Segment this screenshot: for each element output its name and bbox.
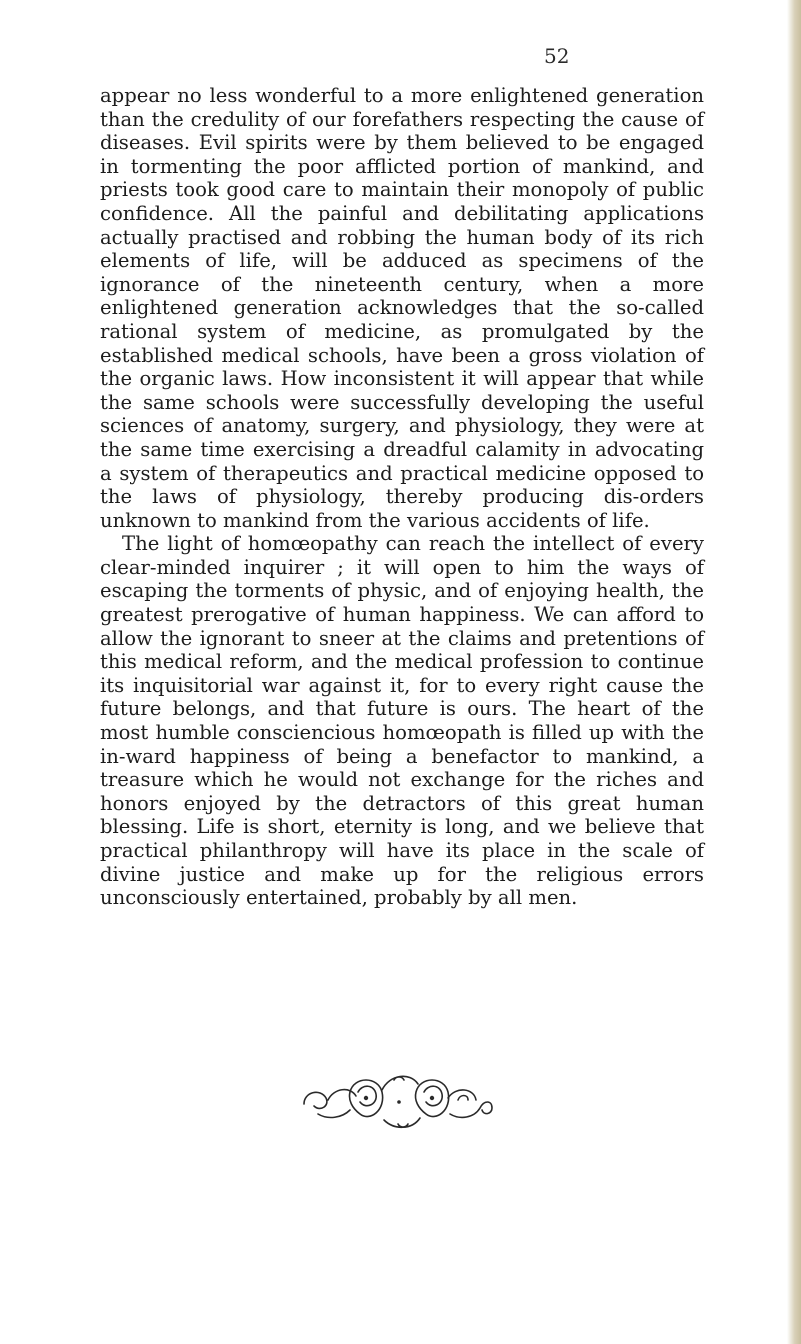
body-text bbox=[100, 84, 704, 910]
paragraph-1: appear no less wonderful to a more enlightened generation than the credulity of our forefathers respecting the cause of diseases. Evil spirits were by them believed to be engaged in tormenting the poor afflicted portion of mankind, and priests took good care to maintain their monopoly of public confidence. All the painful and debilitating applications actually practised and robbing the human body of its rich elements of life, will be adduced as specimens of the ignorance of the nineteenth century, when a more enlightened generation acknowledges that the so-called rational system of medicine, as promulgated by the established medical schools, have been a gross violation of the organic laws. How inconsistent it will appear that while the same schools were successfully developing the useful sciences of anatomy, surgery, and physiology, they were at the same time exercising a dreadful calamity in advocating a system of therapeutics and practical medicine opposed to the laws of physiology, thereby producing dis-orders unknown to mankind from the various accidents of life. bbox=[100, 84, 704, 532]
page-number: 52 bbox=[544, 44, 570, 68]
page-edge-shadow bbox=[787, 0, 801, 1344]
paragraph-2: The light of homœopathy can reach the intellect of every clear-minded inquirer ; it will open to him the ways of escaping the torments of physic, and of enjoying health, the greatest prerogative of human happiness. We can afford to allow the ignorant to sneer at the claims and pretentions of this medical reform, and the medical profession to continue its inquisitorial war against it, for to every right cause the future belongs, and that future is ours. The heart of the most humble consciencious homœopath is filled up with the in-ward happiness of being a benefactor to mankind, a treasure which he would not exchange for the riches and honors enjoyed by the detractors of this great human blessing. Life is short, eternity is long, and we believe that practical philanthropy will have its place in the scale of divine justice and make up for the religious errors unconsciously entertained, probably by all men. bbox=[100, 532, 704, 910]
decorative-tailpiece-icon bbox=[298, 1070, 496, 1132]
